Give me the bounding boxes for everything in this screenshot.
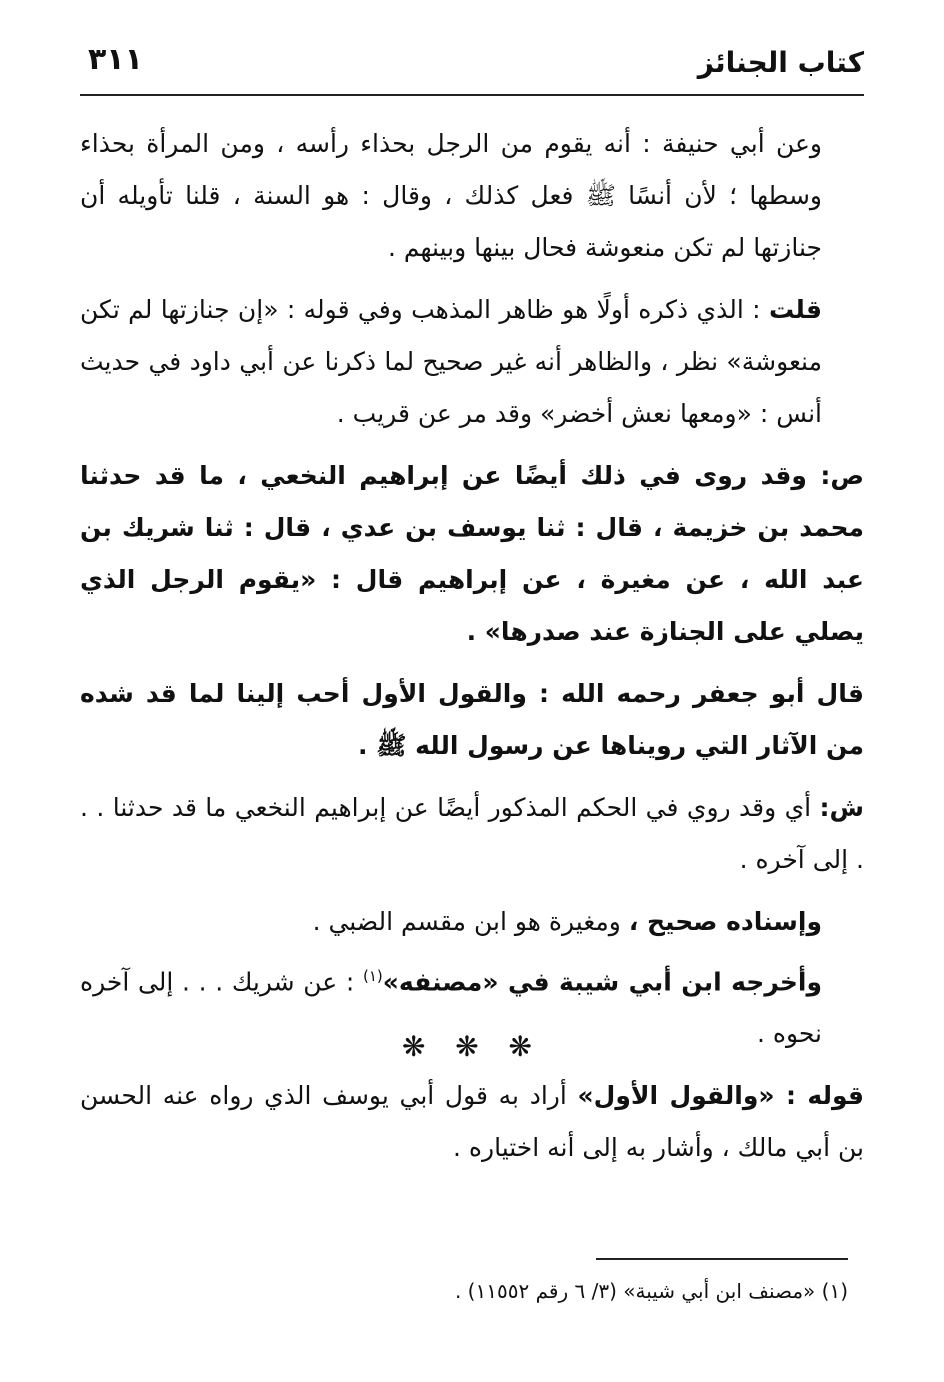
paragraph-abu-jafar (80, 668, 864, 772)
paragraph-abu-hanifa (80, 118, 864, 274)
footnote-reference[interactable]: (١) (362, 967, 383, 985)
paragraph-text: وقد روى في ذلك أيضًا عن إبراهيم النخعي ، ما قد حدثنا محمد بن خزيمة ، قال : ثنا يوسف بن عدي ، قال : ثنا شريك بن عبد الله ، عن مغيرة ، عن إبراهيم قال : «يقوم الرجل الذي يصلي على الجنازة عند صدرها» . (80, 461, 864, 646)
paragraph-lead: ص: (820, 461, 864, 490)
paragraph-isnad (80, 896, 864, 948)
paragraph-lead: قلت (768, 295, 822, 324)
paragraph-text: رحمه الله : والقول الأول أحب إلينا لما قد شده من الآثار التي رويناها عن رسول الله ﷺ . (80, 679, 864, 760)
paragraph-lead: ش: (819, 793, 865, 822)
paragraph-text: أراد به قول أبي يوسف الذي رواه عنه الحسن بن أبي مالك ، وأشار به إلى أنه اختياره . (80, 1081, 864, 1163)
page-body (80, 118, 864, 1176)
paragraph-text: : عن شريك . . . إلى آخره نحوه . (80, 967, 822, 1049)
paragraph-lead: قال أبو جعفر (693, 679, 864, 708)
running-title: كتاب الجنائز (697, 46, 864, 79)
section-separator-stars: ❋ ❋ ❋ (402, 1030, 542, 1063)
paragraph-lead: وإسناده صحيح ، (628, 907, 822, 936)
footnote-divider (596, 1258, 848, 1260)
page-header (80, 40, 864, 96)
paragraph-text: : الذي ذكره أولًا هو ظاهر المذهب وفي قوله : «إن جنازتها لم تكن منعوشة» نظر ، والظاهر أنه غير صحيح لما ذكرنا عن أبي داود في حديث أنس : «ومعها نعش أخضر» وقد مر عن قريب . (80, 295, 822, 428)
paragraph-lead: وأخرجه ابن أبي شيبة في «مصنفه» (382, 967, 823, 997)
paragraph-text: أي وقد روي في الحكم المذكور أيضًا عن إبراهيم النخعي ما قد حدثنا . . . إلى آخره . (80, 793, 864, 874)
footnote: (١) «مصنف ابن أبي شيبة» (٣/ ٦ رقم ١١٥٥٢) . (454, 1279, 848, 1303)
paragraph-sad-matn (80, 450, 864, 658)
paragraph-text: وعن أبي حنيفة : أنه يقوم من الرجل بحذاء رأسه ، ومن المرأة بحذاء وسطها ؛ لأن أنسًا ﷺ فعل كذلك ، وقال : هو السنة ، قلنا تأويله أن جنازتها لم تكن منعوشة فحال بينها وبينهم . (80, 129, 822, 262)
paragraph-text: ومغيرة هو ابن مقسم الضبي . (312, 907, 621, 936)
paragraph-qultu (80, 284, 864, 440)
paragraph-qawluhu (80, 1070, 864, 1174)
paragraph-sharh (80, 782, 864, 886)
page-number: ٣١١ (88, 42, 143, 77)
paragraph-lead: قوله : «والقول الأول» (577, 1081, 865, 1111)
